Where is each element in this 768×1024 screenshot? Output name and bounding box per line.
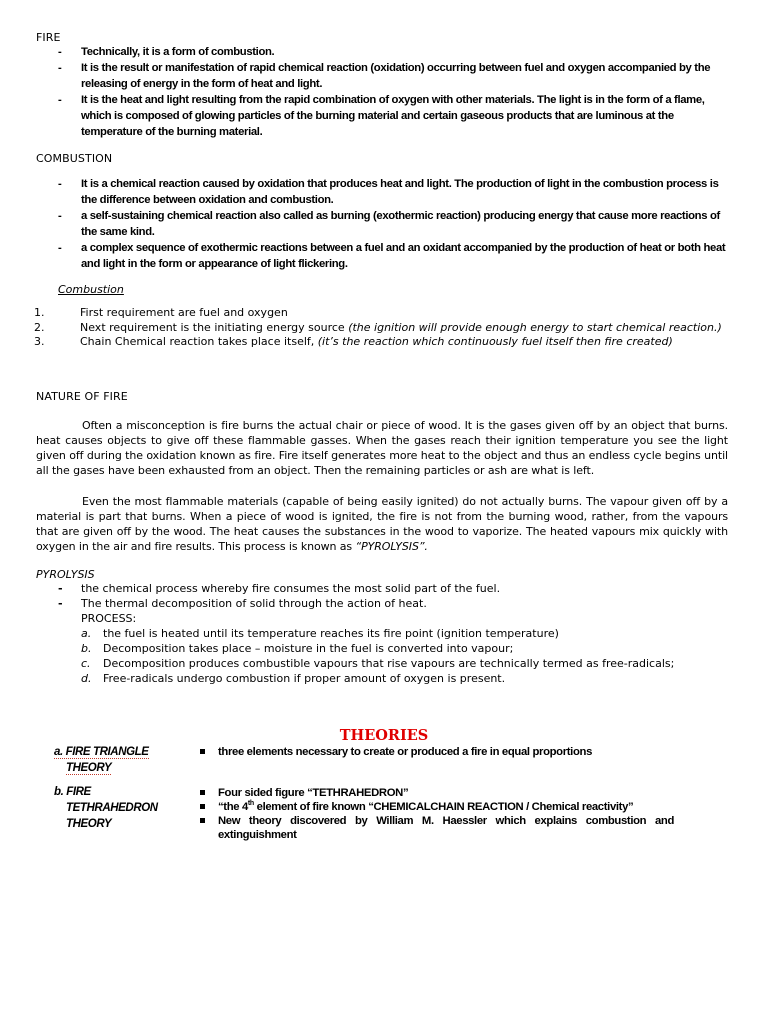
square-bullet-icon [200,804,205,809]
list-item: New theory discovered by William M. Haessler which explains combustion and extinguishment [200,814,674,842]
process-label: PROCESS: [81,612,137,625]
list-item: - It is the heat and light resulting from the rapid combination of oxygen with other materials. The light is in the form of a flame, which is composed of glowing particles of the burning material and certain gaseous products that are luminous at the temperature of the burning material. [58,94,705,138]
list-item: d. Free-radicals undergo combustion if proper amount of oxygen is present. [81,672,506,685]
theory-b-name: b. FIRE TETHRAHEDRON THEORY [54,786,158,830]
square-bullet-icon [200,790,205,795]
list-item: - It is a chemical reaction caused by oxidation that produces heat and light. The production of light in the combustion process is the difference between oxidation and combustion. [58,178,719,206]
list-item: b. Decomposition takes place – moisture in the fuel is converted into vapour; [81,642,514,655]
fire-list [0,44,768,140]
theory-b-bullets [200,786,674,842]
list-item: a. the fuel is heated until its temperature reaches its fire point (ignition temperature) [81,627,559,640]
theories-title: THEORIES [339,727,429,744]
theory-a-name: a. FIRE TRIANGLE THEORY [54,746,149,774]
list-item: “the 4th element of fire known “CHEMICALCHAIN REACTION / Chemical reactivity” [200,800,674,814]
list-item: 1. First requirement are fuel and oxygen [34,306,288,319]
theory-a-bullets [200,745,674,759]
list-item: - It is the result or manifestation of rapid chemical reaction (oxidation) occurring between fuel and oxygen accompanied by the releasing of energy in the form of heat and light. [58,62,711,90]
combustion-numbered-list [34,306,734,350]
list-item: - a self-sustaining chemical reaction also called as burning (exothermic reaction) producing energy that cause more reactions of the same kind. [58,210,720,238]
list-item: - the chemical process whereby fire consumes the most solid part of the fuel. [58,582,501,595]
nature-paragraph-1: Often a misconception is fire burns the actual chair or piece of wood. It is the gases given off by an object that burns. heat causes objects to give off these flammable gasses. When the gases reach their ignition temperature you see the light given off during the oxidation known as fire. Fire itself generates more heat to the object and thus an endless cycle begins until all the gases have been exhausted from an object. Then the remaining particles or ash are what is left. [36,419,728,477]
combustion-subheading: Combustion [58,283,124,296]
list-item: 2. Next requirement is the initiating energy source (the ignition will provide enough energy to start chemical reaction.) [34,320,722,334]
pyrolysis-heading: PYROLYSIS [36,568,95,581]
fire-heading: FIRE [36,31,61,44]
list-item: three elements necessary to create or produced a fire in equal proportions [200,745,674,759]
square-bullet-icon [200,818,205,823]
list-item: Four sided figure “TETHRAHEDRON” [200,786,674,800]
list-item: 3. Chain Chemical reaction takes place itself, (it’s the reaction which continuously fuel itself then fire created) [34,335,673,348]
nature-paragraph-2: Even the most flammable materials (capable of being easily ignited) do not actually burns. The vapour given off by a material is part that burns. When a piece of wood is ignited, the fire is not from the burning wood, rather, from the vapours that are given off by the wood. The heat causes the substances in the wood to vaporize. The heated vapours mix quickly with oxygen in the air and fire results. This process is known as “PYROLYSIS”. [36,495,728,553]
list-item: - The thermal decomposition of solid through the action of heat. [58,597,427,610]
list-item: c. Decomposition produces combustible vapours that rise vapours are technically termed as free-radicals; [81,657,675,670]
nature-heading: NATURE OF FIRE [36,390,128,403]
combustion-list [0,176,768,272]
list-item: - Technically, it is a form of combustion. [58,46,275,58]
combustion-heading: COMBUSTION [36,152,113,165]
pyrolysis-list [0,581,768,686]
list-item: - a complex sequence of exothermic reactions between a fuel and an oxidant accompanied by the production of heat or both heat and light in the form or appearance of light flickering. [58,242,726,270]
square-bullet-icon [200,749,205,754]
